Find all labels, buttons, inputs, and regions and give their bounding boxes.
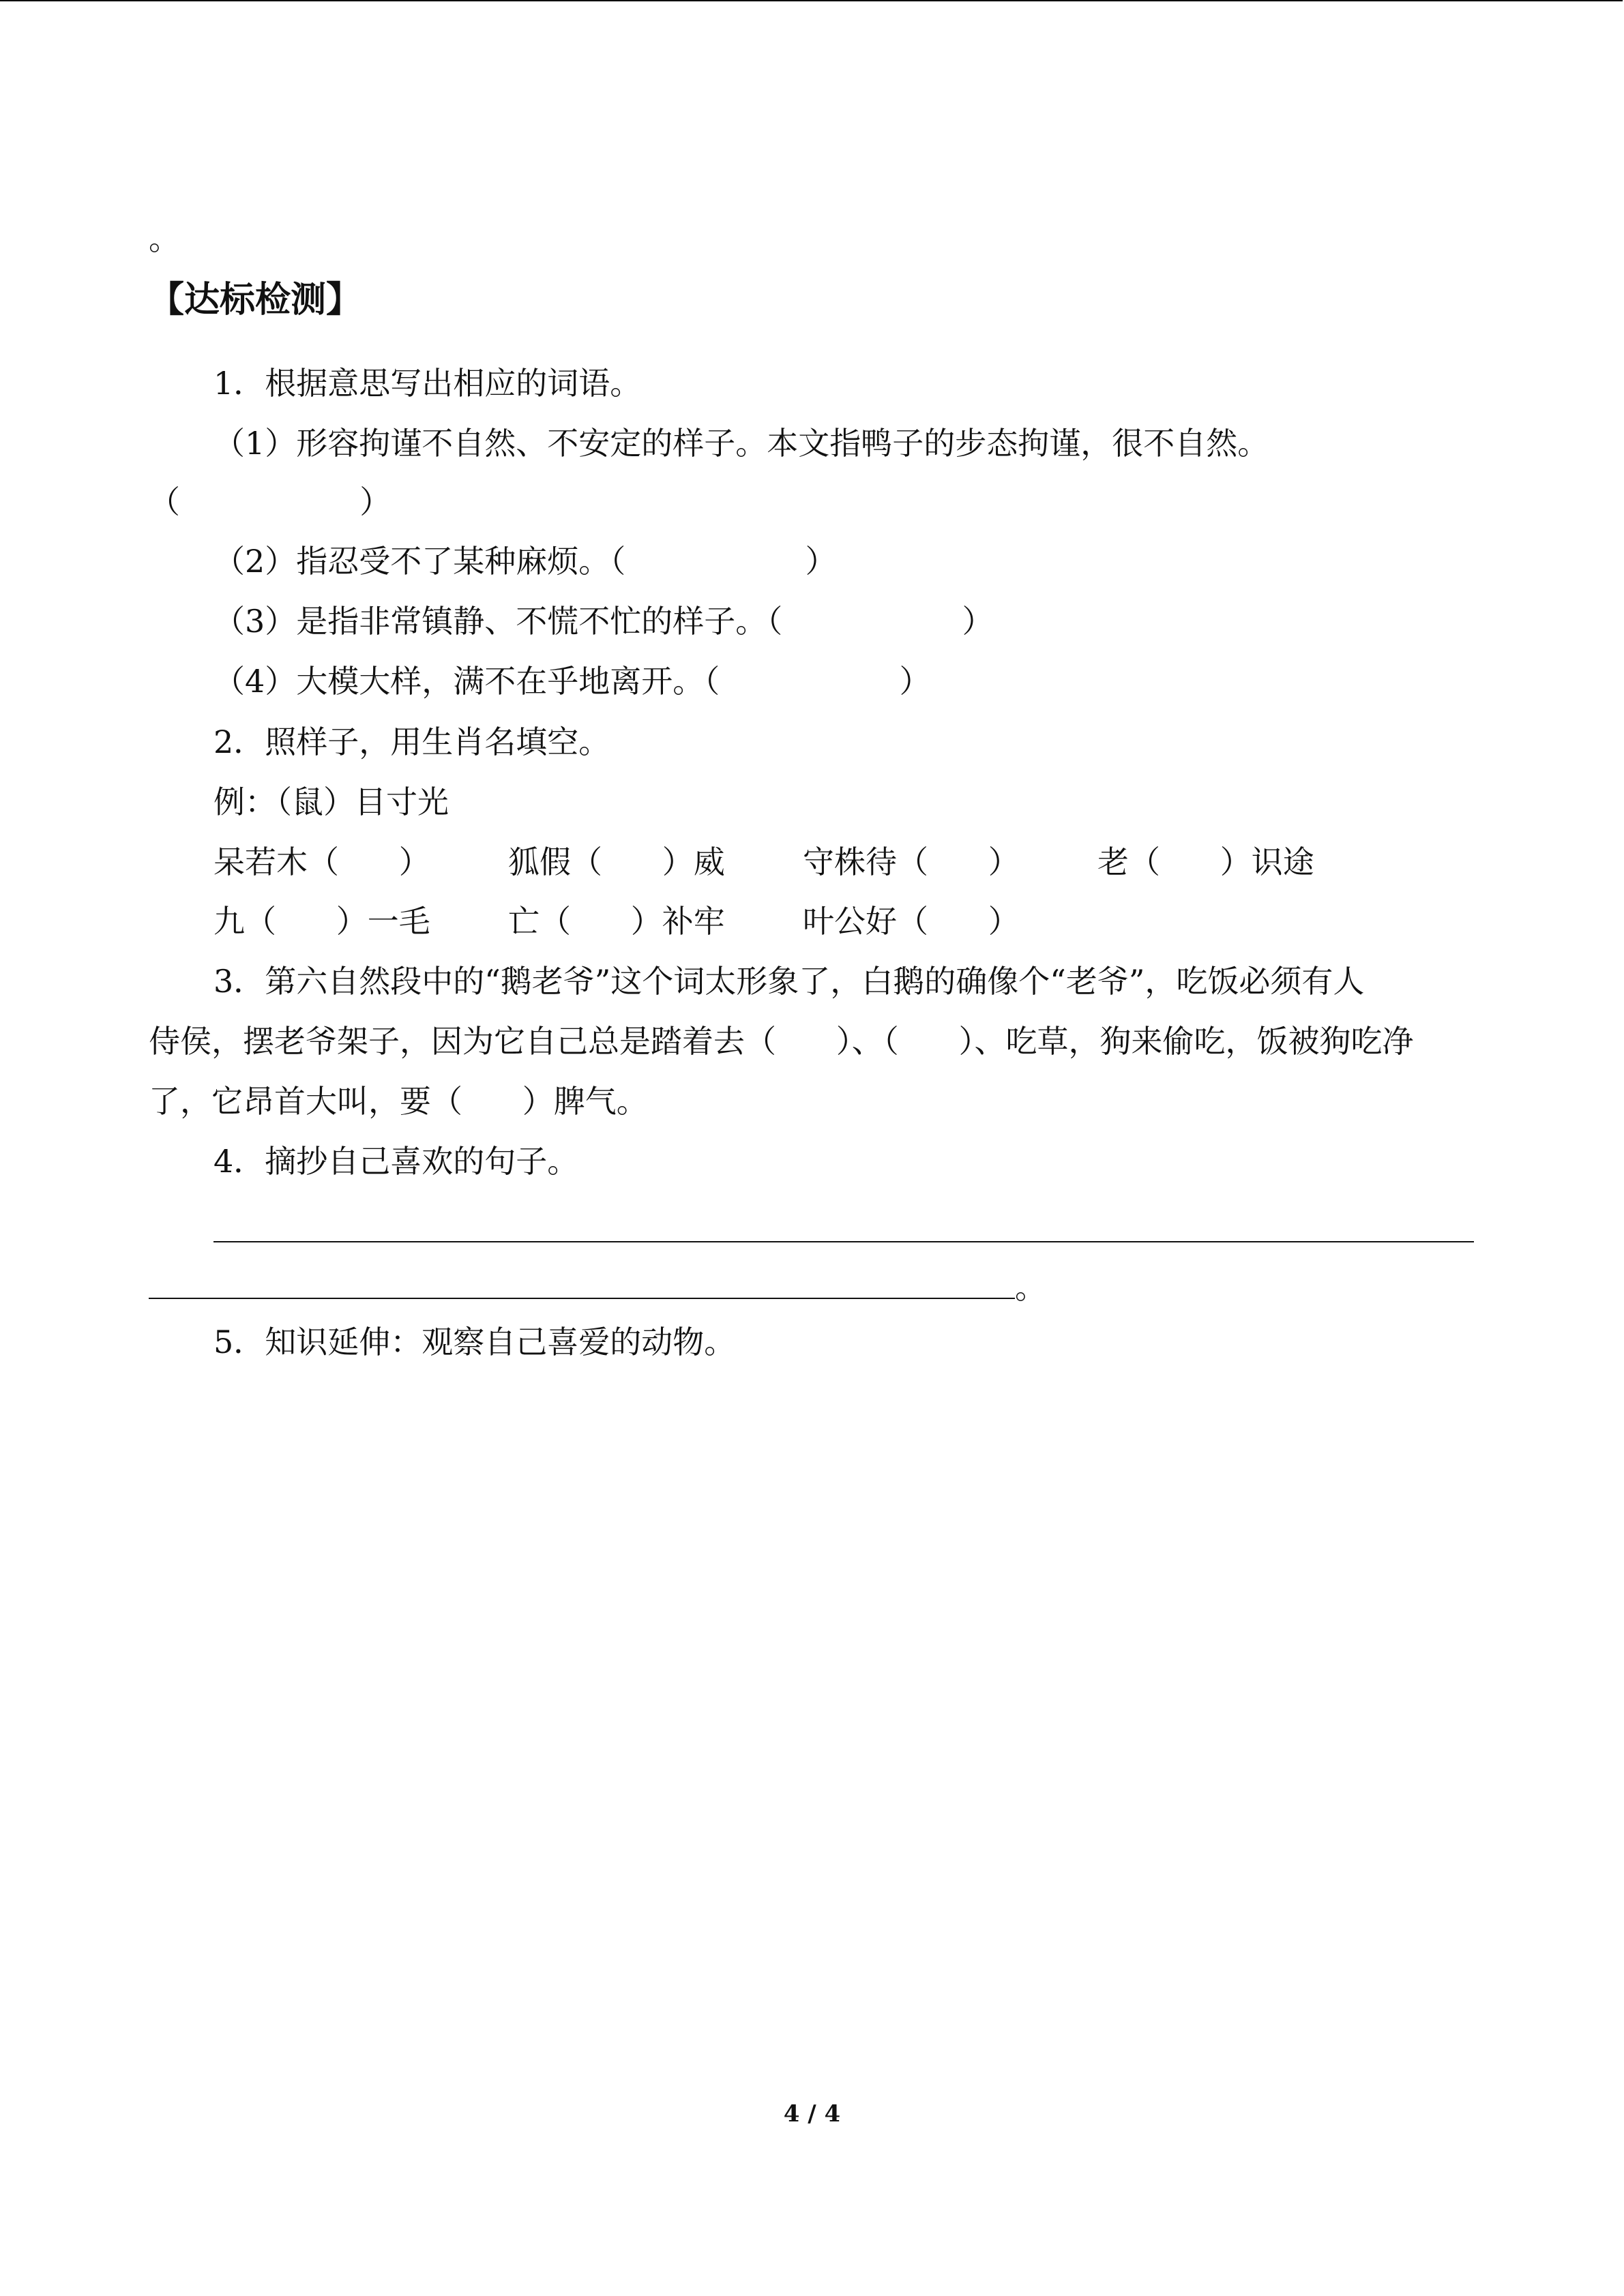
q1-item-3: （3）是指非常镇静、不慌不忙的样子。（ ） [213,603,994,640]
q2-example: 例：（鼠）目寸光 [213,784,449,820]
q5-stem: 5．知识延伸：观察自己喜爱的动物。 [213,1324,736,1360]
section-title: 【达标检测】 [149,280,362,320]
q4-answer-line-2 [149,1298,1015,1299]
page-top-border [0,0,1623,1]
q4-answer-line-1 [213,1241,1474,1242]
q2-idiom-7: 叶公好（ ） [803,903,1020,940]
q2-idiom-6: 亡（ ）补牢 [508,903,725,940]
q2-idiom-4: 老（ ）识途 [1097,844,1314,880]
q1-item-1-answer: （ ） [149,483,392,520]
q1-item-1: （1）形容拘谨不自然、不安定的样子。本文指鸭子的步态拘谨，很不自然。 [213,425,1269,462]
q1-item-4: （4）大模大样，满不在乎地离开。（ ） [213,663,931,700]
q2-idiom-1: 呆若木（ ） [213,844,430,880]
q4-end-mark: 。 [1015,1269,1046,1306]
q1-stem: 1．根据意思写出相应的词语。 [213,365,642,402]
q3-line-2: 侍侯，摆老爷架子，因为它自己总是踏着去（ ）、（ ）、吃草，狗来偷吃，饭被狗吃净 [149,1023,1414,1060]
q3-line-3: 了，它昂首大叫，要（ ）脾气。 [149,1083,648,1120]
top-fragment: 。 [149,220,180,257]
q1-item-2: （2）指忍受不了某种麻烦。（ ） [213,543,837,580]
q4-stem: 4．摘抄自己喜欢的句子。 [213,1143,579,1180]
q2-idiom-2: 狐假（ ）威 [508,844,725,880]
q3-line-1: 3．第六自然段中的“鹅老爷”这个词太形象了，白鹅的确像个“老爷”，吃饭必须有人 [213,963,1365,1000]
q2-idiom-3: 守株待（ ） [803,844,1020,880]
q2-idiom-5: 九（ ）一毛 [213,903,430,940]
page-number: 4 / 4 [783,2100,841,2128]
q2-stem: 2．照样子，用生肖名填空。 [213,724,610,760]
